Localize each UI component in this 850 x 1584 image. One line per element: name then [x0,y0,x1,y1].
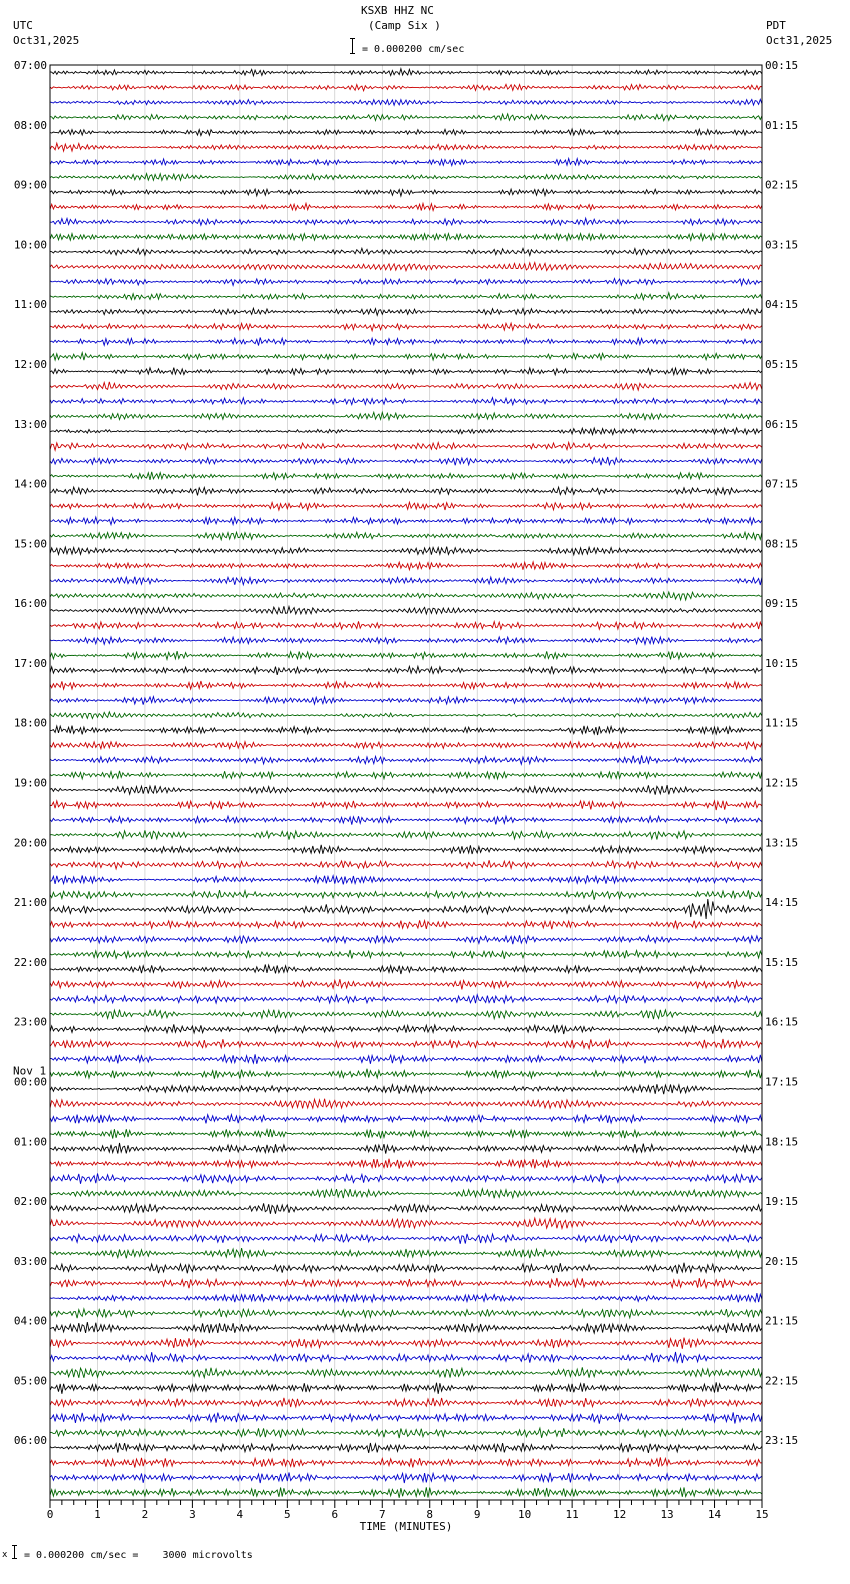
seismic-trace [50,1069,762,1079]
x-tick-label: 1 [94,1508,101,1521]
pdt-hour-label: 14:15 [765,896,799,910]
footer-scale-bar-icon [14,1545,15,1559]
seismic-trace [50,1293,762,1302]
seismic-trace [50,771,762,779]
seismic-trace [50,890,762,900]
pdt-hour-label: 13:15 [765,836,799,850]
pdt-hour-label: 04:15 [765,298,799,312]
seismic-trace [50,442,762,450]
scale-text: = 0.000200 cm/sec [362,44,465,55]
utc-hour-label: 16:00 [13,597,47,611]
location-title: (Camp Six ) [368,19,441,32]
seismic-trace [50,1428,762,1438]
seismic-trace [50,203,762,210]
right-date: Oct31,2025 [766,34,833,47]
seismic-trace [50,1367,762,1377]
seismic-trace [50,1263,762,1274]
seismic-trace [50,577,762,585]
seismic-trace [50,457,762,465]
pdt-hour-label: 15:15 [765,955,799,969]
seismic-trace [50,1487,762,1498]
seismic-trace [50,1473,762,1484]
station-title: KSXB HHZ NC [361,4,434,17]
x-tick-label: 9 [473,1508,481,1521]
seismic-trace [50,965,762,975]
seismic-trace [50,84,762,91]
seismic-trace [50,547,762,555]
seismic-trace [50,1039,762,1048]
seismic-trace [50,1443,762,1453]
seismic-trace [50,801,762,810]
seismic-trace [50,995,762,1003]
utc-hour-label: 09:00 [13,178,47,192]
pdt-hour-label: 00:15 [765,59,799,72]
seismic-trace [50,1115,762,1124]
seismic-trace [50,816,762,825]
seismic-trace [50,1309,762,1318]
utc-hour-label: 14:00 [13,477,47,491]
pdt-hour-label: 05:15 [765,357,799,371]
seismic-trace [50,487,762,495]
seismic-trace [50,726,762,735]
seismic-trace [50,1143,762,1154]
seismic-trace [50,159,762,166]
pdt-hour-label: 16:15 [765,1015,799,1029]
utc-hour-label: 17:00 [13,656,47,670]
seismic-trace [50,1129,762,1138]
pdt-hour-label: 03:15 [765,238,799,252]
utc-hour-label: 13:00 [13,417,47,431]
pdt-hour-label: 21:15 [765,1314,799,1328]
utc-hour-label: 23:00 [13,1015,47,1029]
seismic-trace [50,69,762,76]
seismic-trace [50,1174,762,1184]
seismic-trace [50,899,762,919]
utc-hour-label: 22:00 [13,955,47,969]
utc-hour-label: 21:00 [13,896,47,910]
seismic-trace [50,234,762,241]
seismic-trace [50,218,762,225]
seismic-trace [50,143,762,151]
seismic-trace [50,860,762,869]
seismic-trace [50,382,762,390]
seismic-trace [50,697,762,705]
seismic-trace [50,651,762,659]
seismic-trace [50,308,762,315]
pdt-hour-label: 02:15 [765,178,799,192]
seismic-trace [50,279,762,286]
pdt-hour-label: 01:15 [765,118,799,132]
x-tick-label: 10 [518,1508,532,1521]
utc-hour-label: 05:00 [13,1374,47,1388]
seismic-trace [50,1099,762,1109]
x-tick-label: 2 [141,1508,149,1521]
utc-hour-label: 04:00 [13,1314,47,1328]
seismic-trace [50,637,762,645]
x-tick-label: 15 [755,1508,769,1521]
pdt-hour-label: 23:15 [765,1434,799,1448]
utc-hour-label: 10:00 [13,238,47,252]
right-timezone: PDT [766,19,786,32]
seismic-trace [50,979,762,989]
footer-mark: x [2,1550,8,1560]
seismic-trace [50,1024,762,1034]
seismic-trace [50,353,762,360]
pdt-hour-label: 07:15 [765,477,799,491]
utc-hour-label: 07:00 [13,59,47,72]
seismic-trace [50,472,762,480]
seismic-trace [50,785,762,795]
seismic-trace [50,338,762,346]
seismic-trace [50,592,762,600]
seismic-trace [50,712,762,719]
seismic-trace [50,1398,762,1407]
seismic-trace [50,681,762,689]
pdt-hour-label: 12:15 [765,776,799,790]
x-tick-label: 12 [612,1508,627,1521]
x-tick-label: 7 [378,1508,386,1521]
x-tick-label: 8 [426,1508,434,1521]
seismic-trace [50,412,762,419]
seismic-trace [50,1189,762,1198]
utc-hour-label: 01:00 [13,1135,47,1149]
seismic-trace [50,935,762,944]
pdt-hour-label: 20:15 [765,1254,799,1268]
seismic-trace [50,621,762,629]
seismic-trace [50,1218,762,1228]
utc-hour-label: 15:00 [13,537,47,551]
seismic-trace [50,1010,762,1020]
seismic-trace [50,293,762,300]
utc-hour-label: 11:00 [13,298,47,312]
utc-hour-label: 02:00 [13,1195,47,1209]
seismic-trace [50,875,762,884]
x-tick-label: 5 [284,1508,291,1521]
pdt-hour-label: 10:15 [765,656,799,670]
x-tick-label: 13 [660,1508,674,1521]
seismic-trace [50,323,762,331]
pdt-hour-label: 08:15 [765,537,799,551]
seismic-trace [50,263,762,271]
pdt-hour-label: 11:15 [765,716,799,730]
x-tick-label: 3 [189,1508,196,1521]
seismic-trace [50,666,762,675]
seismic-trace [50,1234,762,1244]
seismic-trace [50,1412,762,1423]
seismic-trace [50,1278,762,1288]
seismic-trace [50,830,762,839]
seismic-trace [50,1084,762,1094]
seismic-trace [50,99,762,105]
seismic-trace [50,606,762,614]
seismic-trace [50,562,762,570]
utc-hour-label: 20:00 [13,836,47,850]
utc-hour-label: 12:00 [13,357,47,371]
footer-scale-note: = 0.000200 cm/sec = 3000 microvolts [24,1550,253,1561]
seismic-trace [50,189,762,196]
seismic-trace [50,920,762,929]
pdt-hour-label: 09:15 [765,597,799,611]
seismic-trace [50,1352,762,1363]
seismic-trace [50,129,762,136]
seismic-trace [50,532,762,540]
utc-hour-label: 03:00 [13,1254,47,1268]
x-tick-label: 0 [46,1508,54,1521]
seismic-trace [50,1054,762,1064]
x-tick-label: 6 [331,1508,339,1521]
pdt-hour-label: 19:15 [765,1195,799,1209]
pdt-hour-label: 06:15 [765,417,799,431]
seismic-trace [50,114,762,121]
seismic-trace [50,755,762,764]
seismic-trace [50,1382,762,1394]
utc-hour-label: 00:00 [13,1075,47,1089]
left-timezone: UTC [13,19,33,32]
seismic-trace [50,845,762,854]
seismic-trace [50,742,762,749]
seismic-trace [50,1322,762,1333]
seismic-trace [50,1457,762,1467]
x-tick-label: 11 [565,1508,579,1521]
pdt-hour-label: 22:15 [765,1374,799,1388]
seismic-trace [50,1159,762,1169]
x-axis-title: TIME (MINUTES) [359,1520,453,1533]
date-change-label: Nov 1 [13,1064,47,1078]
seismic-trace [50,502,762,510]
seismic-trace [50,248,762,255]
pdt-hour-label: 18:15 [765,1135,799,1149]
x-tick-label: 14 [707,1508,722,1521]
seismic-trace [50,398,762,405]
utc-hour-label: 08:00 [13,118,47,132]
seismic-trace [50,428,762,435]
seismic-trace [50,368,762,375]
pdt-hour-label: 17:15 [765,1075,799,1089]
left-date: Oct31,2025 [13,34,80,47]
utc-hour-label: 18:00 [13,716,47,730]
seismic-trace [50,517,762,525]
seismic-trace [50,1203,762,1213]
seismic-trace [50,174,762,181]
utc-hour-label: 06:00 [13,1434,47,1448]
seismic-trace [50,1338,762,1349]
x-tick-label: 4 [236,1508,244,1521]
seismic-trace [50,1248,762,1258]
seismic-trace [50,950,762,959]
utc-hour-label: 19:00 [13,776,47,790]
